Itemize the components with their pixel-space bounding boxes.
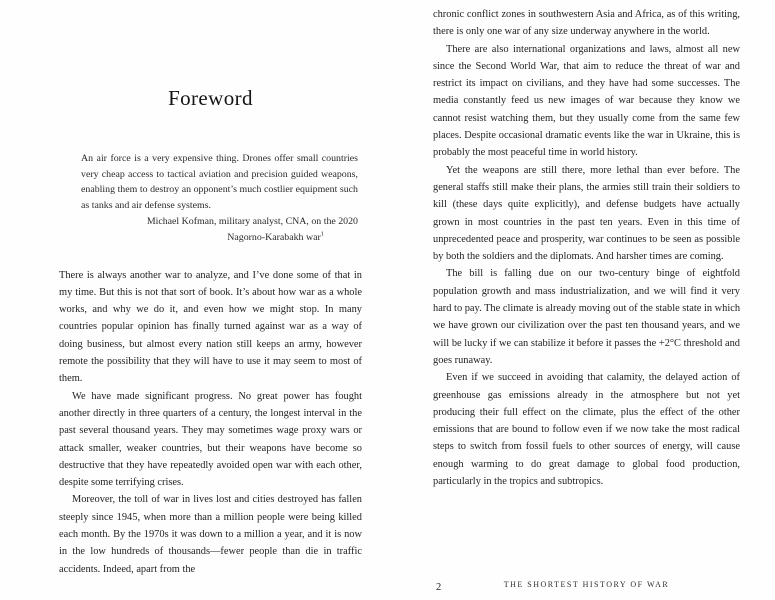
paragraph: Moreover, the toll of war in lives lost and cities destroyed has fallen steeply since 1945, when more than a million people were being killed each month. By the 1970s it was down to a million a year, and it is now in the low hundreds of thousands—fewer people than die in traffic accidents. Indeed, apart from the bbox=[59, 494, 362, 575]
epigraph-text: An air force is a very expensive thing. Drones offer small countries very cheap access to tactical aviation and precision guided weapons, enabling them to destroy an opponent’s much costlier equipment such as tanks and air defense systems. bbox=[81, 153, 358, 211]
left-page bbox=[59, 0, 362, 600]
epigraph-attribution-line-1: Michael Kofman, military analyst, CNA, on the 2020 bbox=[146, 216, 358, 228]
running-title: THE SHORTEST HISTORY OF WAR bbox=[503, 580, 670, 589]
left-page-body bbox=[59, 267, 362, 578]
footnote-marker: 1 bbox=[320, 230, 324, 238]
right-page bbox=[433, 0, 740, 600]
page-footer bbox=[433, 580, 740, 593]
paragraph: There is always another war to analyze, and I’ve done some of that in my time. But this is not that sort of book. It’s about how war as a whole works, and why we do it, and even how we might stop. In many countries popular opinion has finally turned against war as a way of doing business, but almost every nation still keeps an army, however remote the possibility that they will have to use it may seem to most of them. bbox=[59, 269, 362, 385]
paragraph: chronic conflict zones in southwestern Asia and Africa, as of this writing, there is only one war of any size underway anywhere in the world. bbox=[433, 9, 740, 38]
epigraph-attribution-text: Nagorno-Karabakh war bbox=[227, 231, 321, 243]
paragraph: The bill is falling due on our two-century binge of eightfold population growth and mass industrialization, and we will find it very hard to pay. The climate is already moving out of the stable state in which we have grown our civilization over the past ten thousand years, and we will be lucky if we can stabilize it before it passes the +2°C threshold and goes runaway. bbox=[433, 268, 741, 366]
paragraph: Even if we succeed in avoiding that calamity, the delayed action of greenhouse gas emissions already in the atmosphere but not yet producing their full effect on the climate, plus the effect of the other emissions that are bound to follow even if we now take the most radical steps to switch from fossil fuels to other sources of energy, will cause enough warming to do great damage to global food production, particularly in the tropics and subtropics. bbox=[433, 372, 740, 488]
epigraph-attribution-line-2 bbox=[81, 230, 358, 246]
right-page-body bbox=[433, 0, 740, 490]
chapter-title: Foreword bbox=[168, 86, 253, 110]
page-number: 2 bbox=[436, 582, 442, 593]
paragraph: We have made significant progress. No great power has fought another directly in three quarters of a century, the longest interval in the past several thousand years. They may sometimes wage proxy wars or attack smaller, weaker countries, but their weapons have become so destructive that they have repeatedly avoided open war with each other, despite some terrifying crises. bbox=[59, 390, 362, 489]
paragraph: There are also international organizations and laws, almost all new since the Second World War, that aim to reduce the threat of war and restrict its impact on civilians, and they have had some successes. The media constantly feed us new images of war because they know we cannot resist watching them, but they usually come from the same few places. Despite occasional dramatic events like the war in Ukraine, this is probably the most peaceful time in world history. bbox=[433, 43, 740, 159]
epigraph bbox=[81, 151, 358, 246]
paragraph: Yet the weapons are still there, more lethal than ever before. The general staffs still make their plans, the armies still train their soldiers to kill (these days quite explicitly), and defense budgets have actually grown in most countries in the past ten years. Even in this time of unprecedented peace and prosperity, war continues to be seen as possible by both the soldiers and the diplomats. And harsher times are coming. bbox=[433, 164, 740, 263]
epigraph-attribution bbox=[81, 214, 358, 245]
